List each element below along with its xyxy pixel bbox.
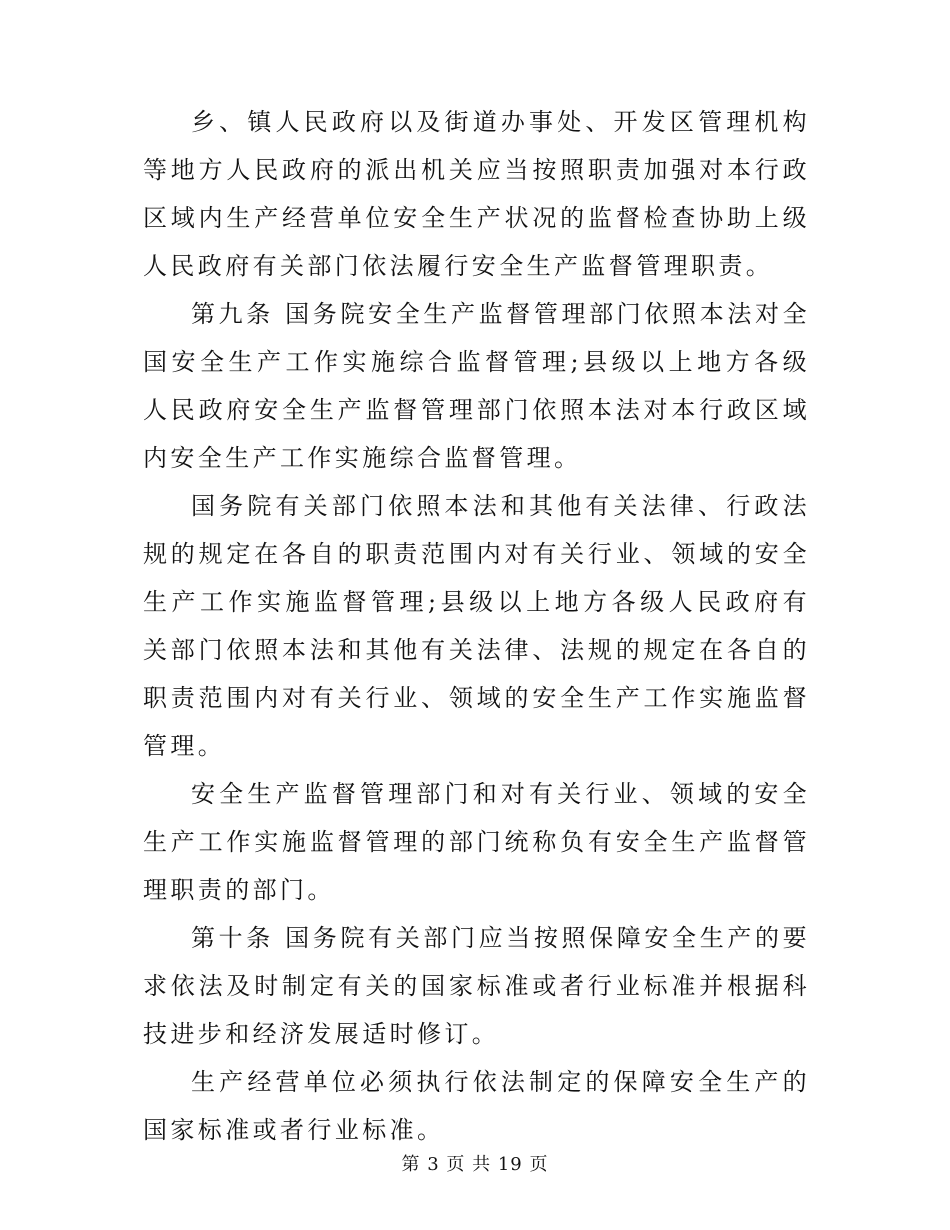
paragraph: 第九条 国务院安全生产监督管理部门依照本法对全国安全生产工作实施综合监督管理;县级以上地方各级人民政府安全生产监督管理部门依照本法对本行政区域内安全生产工作实施综合监督管理。: [143, 300, 810, 472]
paragraph: 生产经营单位必须执行依法制定的保障安全生产的国家标准或者行业标准。: [143, 1068, 810, 1144]
paragraph: 安全生产监督管理部门和对有关行业、领域的安全生产工作实施监督管理的部门统称负有安全生产监督管理职责的部门。: [143, 780, 810, 904]
paragraph: 国务院有关部门依照本法和其他有关法律、行政法规的规定在各自的职责范围内对有关行业、领域的安全生产工作实施监督管理;县级以上地方各级人民政府有关部门依照本法和其他有关法律、法规的规定在各自的职责范围内对有关行业、领域的安全生产工作实施监督管理。: [143, 492, 810, 760]
paragraph: 乡、镇人民政府以及街道办事处、开发区管理机构等地方人民政府的派出机关应当按照职责加强对本行政区域内生产经营单位安全生产状况的监督检查协助上级人民政府有关部门依法履行安全生产监督管理职责。: [143, 108, 810, 280]
paragraph: 第十条 国务院有关部门应当按照保障安全生产的要求依法及时制定有关的国家标准或者行业标准并根据科技进步和经济发展适时修订。: [143, 924, 810, 1048]
document-body: [143, 98, 810, 1154]
page-number-footer: 第 3 页 共 19 页: [401, 1154, 549, 1175]
